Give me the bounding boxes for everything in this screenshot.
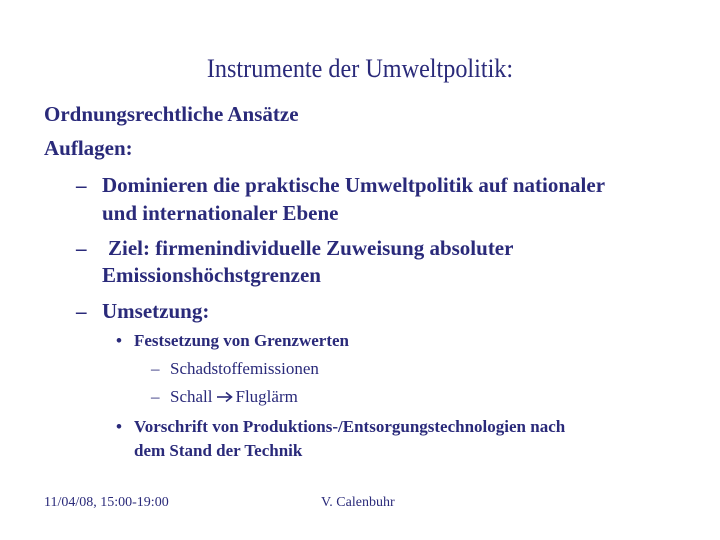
item-2-line-2: Emissionshöchstgrenzen <box>102 263 321 287</box>
dash-marker: – <box>76 299 87 323</box>
dash-marker: – <box>151 359 160 378</box>
fluglaerm-text: Fluglärm <box>235 387 298 406</box>
schall-text: Schall <box>170 387 213 406</box>
bullet-marker: • <box>116 331 122 350</box>
sub-item-schall <box>170 387 298 407</box>
sub-item-vorschrift-line-1: Vorschrift von Produktions-/Entsorgungstechnologien nach <box>134 417 566 436</box>
heading-ordnungsrecht: Ordnungsrechtliche Ansätze <box>44 102 299 126</box>
sub-item-schadstoff: Schadstoffemissionen <box>170 359 319 378</box>
footer-date: 11/04/08, 15:00-19:00 <box>44 495 169 510</box>
item-1-line-1: Dominieren die praktische Umweltpolitik auf nationaler <box>102 173 606 197</box>
item-3-line-1: Umsetzung: <box>102 299 210 323</box>
item-1-line-2: und internationaler Ebene <box>102 201 339 225</box>
heading-auflagen: Auflagen: <box>44 136 133 160</box>
footer-author: V. Calenbuhr <box>321 495 395 510</box>
dash-marker: – <box>151 387 160 406</box>
slide-title: Instrumente der Umweltpolitik: <box>206 54 514 83</box>
sub-item-grenzwerte: Festsetzung von Grenzwerten <box>134 331 349 350</box>
item-2-line-1: Ziel: firmenindividuelle Zuweisung absoluter <box>108 236 514 260</box>
arrow-right-icon <box>216 391 234 403</box>
dash-marker: – <box>76 236 87 260</box>
dash-marker: – <box>76 173 87 197</box>
sub-item-vorschrift-line-2: dem Stand der Technik <box>134 441 303 460</box>
bullet-marker: • <box>116 417 122 436</box>
